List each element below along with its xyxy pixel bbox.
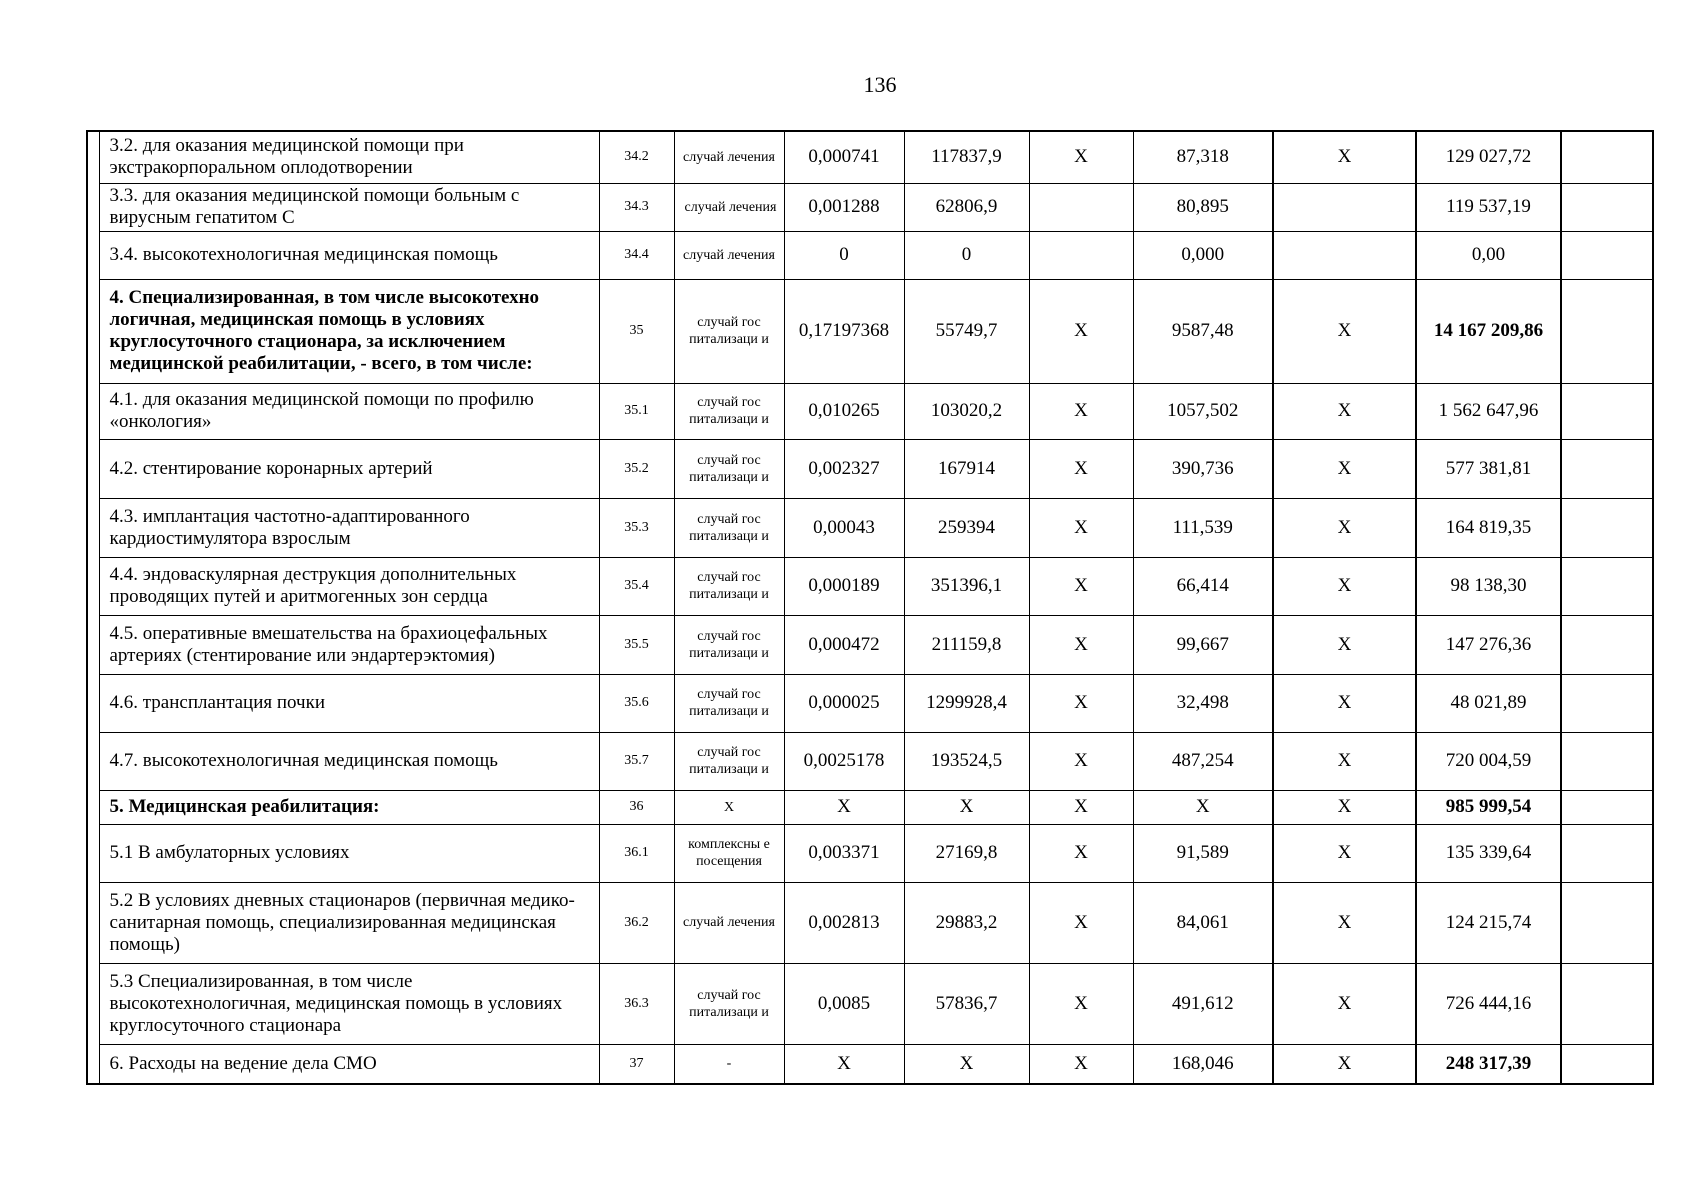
row-norm-cell: 0,00043 [784, 498, 904, 557]
table-row [87, 674, 1653, 732]
row-oms-per-capita-cell: 168,046 [1133, 1044, 1273, 1084]
row-code-cell: 35.2 [599, 439, 674, 498]
row-percent-cell [1561, 963, 1653, 1044]
row-budget-total-cell [1273, 231, 1416, 279]
row-oms-total-cell: 985 999,54 [1416, 790, 1561, 824]
row-cost-cell: 29883,2 [904, 882, 1029, 963]
row-code-cell: 35.5 [599, 615, 674, 674]
row-margin [87, 824, 99, 882]
row-oms-per-capita-cell: 32,498 [1133, 674, 1273, 732]
row-oms-per-capita-cell: 87,318 [1133, 131, 1273, 183]
row-unit-cell: случай гос питализаци и [674, 732, 784, 790]
row-unit-cell: случай гос питализаци и [674, 279, 784, 383]
row-margin [87, 131, 99, 183]
row-oms-per-capita-cell: 99,667 [1133, 615, 1273, 674]
row-norm-cell: 0 [784, 231, 904, 279]
row-budget-total-cell: Х [1273, 131, 1416, 183]
row-oms-total-cell: 577 381,81 [1416, 439, 1561, 498]
row-margin [87, 279, 99, 383]
row-oms-per-capita-cell: 84,061 [1133, 882, 1273, 963]
row-budget-total-cell [1273, 183, 1416, 231]
table-row [87, 790, 1653, 824]
row-unit-cell: случай гос питализаци и [674, 557, 784, 615]
row-percent-cell [1561, 498, 1653, 557]
row-oms-total-cell: 119 537,19 [1416, 183, 1561, 231]
row-oms-total-cell: 0,00 [1416, 231, 1561, 279]
row-norm-cell: 0,010265 [784, 383, 904, 439]
row-oms-total-cell: 48 021,89 [1416, 674, 1561, 732]
financing-table-wrapper [86, 130, 1654, 1085]
table-row [87, 882, 1653, 963]
row-margin [87, 615, 99, 674]
row-unit-cell: случай гос питализаци и [674, 439, 784, 498]
row-cost-cell: 211159,8 [904, 615, 1029, 674]
row-oms-per-capita-cell: 491,612 [1133, 963, 1273, 1044]
row-budget-per-capita-cell: Х [1029, 963, 1133, 1044]
row-budget-per-capita-cell: Х [1029, 279, 1133, 383]
row-oms-per-capita-cell: Х [1133, 790, 1273, 824]
row-budget-per-capita-cell [1029, 231, 1133, 279]
row-cost-cell: 27169,8 [904, 824, 1029, 882]
table-row [87, 183, 1653, 231]
row-budget-per-capita-cell: Х [1029, 439, 1133, 498]
row-margin [87, 674, 99, 732]
row-oms-per-capita-cell: 66,414 [1133, 557, 1273, 615]
row-cost-cell: 57836,7 [904, 963, 1029, 1044]
row-oms-total-cell: 147 276,36 [1416, 615, 1561, 674]
row-budget-per-capita-cell: Х [1029, 732, 1133, 790]
row-budget-total-cell: Х [1273, 498, 1416, 557]
row-oms-per-capita-cell: 80,895 [1133, 183, 1273, 231]
row-unit-cell: случай гос питализаци и [674, 498, 784, 557]
row-budget-per-capita-cell: Х [1029, 674, 1133, 732]
row-margin [87, 790, 99, 824]
row-budget-per-capita-cell: Х [1029, 824, 1133, 882]
row-percent-cell [1561, 557, 1653, 615]
row-percent-cell [1561, 882, 1653, 963]
row-norm-cell: 0,002327 [784, 439, 904, 498]
table-row [87, 963, 1653, 1044]
row-margin [87, 732, 99, 790]
row-name-cell: 5.3 Специализированная, в том числе высокотехнологичная, медицинская помощь в условиях круглосуточного стационара [99, 963, 599, 1044]
row-name-cell: 6. Расходы на ведение дела СМО [99, 1044, 599, 1084]
table-row [87, 824, 1653, 882]
row-margin [87, 231, 99, 279]
row-budget-total-cell: Х [1273, 790, 1416, 824]
row-budget-total-cell: Х [1273, 439, 1416, 498]
row-norm-cell: 0,17197368 [784, 279, 904, 383]
table-row [87, 557, 1653, 615]
row-oms-total-cell: 726 444,16 [1416, 963, 1561, 1044]
row-oms-total-cell: 14 167 209,86 [1416, 279, 1561, 383]
row-budget-total-cell: Х [1273, 732, 1416, 790]
row-code-cell: 36 [599, 790, 674, 824]
row-budget-per-capita-cell: Х [1029, 498, 1133, 557]
row-unit-cell: Х [674, 790, 784, 824]
row-name-cell: 5. Медицинская реабилитация: [99, 790, 599, 824]
row-oms-total-cell: 164 819,35 [1416, 498, 1561, 557]
row-name-cell: 4. Специализированная, в том числе высокотехно логичная, медицинская помощь в условиях круглосуточного стационара, за исключением медицинской реабилитации, - всего, в том числе: [99, 279, 599, 383]
row-percent-cell [1561, 1044, 1653, 1084]
row-name-cell: 4.7. высокотехнологичная медицинская помощь [99, 732, 599, 790]
row-percent-cell [1561, 824, 1653, 882]
row-oms-total-cell: 98 138,30 [1416, 557, 1561, 615]
row-cost-cell: 117837,9 [904, 131, 1029, 183]
row-code-cell: 34.4 [599, 231, 674, 279]
row-oms-per-capita-cell: 1057,502 [1133, 383, 1273, 439]
row-oms-per-capita-cell: 9587,48 [1133, 279, 1273, 383]
row-percent-cell [1561, 732, 1653, 790]
table-body [87, 131, 1653, 1084]
row-budget-total-cell: Х [1273, 279, 1416, 383]
row-cost-cell: 259394 [904, 498, 1029, 557]
row-unit-cell: случай гос питализаци и [674, 615, 784, 674]
row-unit-cell: случай лечения [674, 231, 784, 279]
row-name-cell: 4.4. эндоваскулярная деструкция дополнительных проводящих путей и аритмогенных зон сердца [99, 557, 599, 615]
table-row [87, 279, 1653, 383]
row-norm-cell: 0,000189 [784, 557, 904, 615]
row-unit-cell: комплексны е посещения [674, 824, 784, 882]
row-unit-cell: случай лечения [674, 183, 784, 231]
row-margin [87, 383, 99, 439]
row-unit-cell: случай гос питализаци и [674, 963, 784, 1044]
row-norm-cell: 0,001288 [784, 183, 904, 231]
row-margin [87, 439, 99, 498]
row-budget-total-cell: Х [1273, 615, 1416, 674]
table-row [87, 231, 1653, 279]
row-oms-per-capita-cell: 487,254 [1133, 732, 1273, 790]
row-budget-per-capita-cell: Х [1029, 882, 1133, 963]
row-name-cell: 4.5. оперативные вмешательства на брахиоцефальных артериях (стентирование или эндартерэктомия) [99, 615, 599, 674]
row-oms-per-capita-cell: 0,000 [1133, 231, 1273, 279]
row-margin [87, 183, 99, 231]
row-name-cell: 4.1. для оказания медицинской помощи по профилю «онкология» [99, 383, 599, 439]
row-percent-cell [1561, 615, 1653, 674]
table-row [87, 383, 1653, 439]
row-unit-cell: случай лечения [674, 131, 784, 183]
row-code-cell: 35.3 [599, 498, 674, 557]
row-percent-cell [1561, 131, 1653, 183]
page-number: 136 [863, 72, 897, 97]
row-code-cell: 34.2 [599, 131, 674, 183]
row-norm-cell: 0,002813 [784, 882, 904, 963]
row-name-cell: 4.6. трансплантация почки [99, 674, 599, 732]
row-oms-total-cell: 129 027,72 [1416, 131, 1561, 183]
row-norm-cell: 0,000741 [784, 131, 904, 183]
row-budget-total-cell: Х [1273, 557, 1416, 615]
row-cost-cell: 351396,1 [904, 557, 1029, 615]
row-oms-total-cell: 248 317,39 [1416, 1044, 1561, 1084]
row-budget-per-capita-cell: Х [1029, 615, 1133, 674]
row-code-cell: 34.3 [599, 183, 674, 231]
row-code-cell: 37 [599, 1044, 674, 1084]
row-name-cell: 3.4. высокотехнологичная медицинская помощь [99, 231, 599, 279]
row-budget-per-capita-cell [1029, 183, 1133, 231]
table-row [87, 498, 1653, 557]
row-name-cell: 5.1 В амбулаторных условиях [99, 824, 599, 882]
row-oms-total-cell: 124 215,74 [1416, 882, 1561, 963]
row-name-cell: 5.2 В условиях дневных стационаров (первичная медико-санитарная помощь, специализированная медицинская помощь) [99, 882, 599, 963]
row-oms-total-cell: 1 562 647,96 [1416, 383, 1561, 439]
row-cost-cell: 167914 [904, 439, 1029, 498]
row-name-cell: 3.3. для оказания медицинской помощи больным с вирусным гепатитом С [99, 183, 599, 231]
row-unit-cell: случай гос питализаци и [674, 383, 784, 439]
row-oms-total-cell: 135 339,64 [1416, 824, 1561, 882]
row-cost-cell: 0 [904, 231, 1029, 279]
row-oms-per-capita-cell: 91,589 [1133, 824, 1273, 882]
row-budget-total-cell: Х [1273, 674, 1416, 732]
row-budget-per-capita-cell: Х [1029, 790, 1133, 824]
row-norm-cell: Х [784, 790, 904, 824]
row-margin [87, 557, 99, 615]
row-percent-cell [1561, 674, 1653, 732]
row-oms-per-capita-cell: 390,736 [1133, 439, 1273, 498]
row-unit-cell: случай гос питализаци и [674, 674, 784, 732]
row-code-cell: 35.6 [599, 674, 674, 732]
row-cost-cell: 103020,2 [904, 383, 1029, 439]
row-unit-cell: - [674, 1044, 784, 1084]
row-margin [87, 963, 99, 1044]
row-cost-cell: 1299928,4 [904, 674, 1029, 732]
row-budget-total-cell: Х [1273, 963, 1416, 1044]
row-cost-cell: Х [904, 790, 1029, 824]
row-percent-cell [1561, 279, 1653, 383]
row-unit-cell: случай лечения [674, 882, 784, 963]
row-name-cell: 4.3. имплантация частотно-адаптированного кардиостимулятора взрослым [99, 498, 599, 557]
row-percent-cell [1561, 231, 1653, 279]
row-budget-per-capita-cell: Х [1029, 1044, 1133, 1084]
row-norm-cell: 0,000472 [784, 615, 904, 674]
financing-table [86, 130, 1654, 1085]
row-margin [87, 882, 99, 963]
row-budget-total-cell: Х [1273, 824, 1416, 882]
row-norm-cell: 0,0025178 [784, 732, 904, 790]
row-name-cell: 3.2. для оказания медицинской помощи при экстракорпоральном оплодотворении [99, 131, 599, 183]
row-norm-cell: 0,0085 [784, 963, 904, 1044]
row-budget-total-cell: Х [1273, 882, 1416, 963]
row-code-cell: 36.2 [599, 882, 674, 963]
row-norm-cell: 0,003371 [784, 824, 904, 882]
row-norm-cell: 0,000025 [784, 674, 904, 732]
row-budget-per-capita-cell: Х [1029, 383, 1133, 439]
row-cost-cell: Х [904, 1044, 1029, 1084]
row-percent-cell [1561, 383, 1653, 439]
row-percent-cell [1561, 183, 1653, 231]
row-oms-per-capita-cell: 111,539 [1133, 498, 1273, 557]
row-code-cell: 35.4 [599, 557, 674, 615]
row-budget-per-capita-cell: Х [1029, 557, 1133, 615]
row-norm-cell: Х [784, 1044, 904, 1084]
table-row [87, 1044, 1653, 1084]
table-row [87, 615, 1653, 674]
row-code-cell: 35.7 [599, 732, 674, 790]
table-row [87, 131, 1653, 183]
row-oms-total-cell: 720 004,59 [1416, 732, 1561, 790]
row-code-cell: 35.1 [599, 383, 674, 439]
row-budget-total-cell: Х [1273, 1044, 1416, 1084]
row-cost-cell: 62806,9 [904, 183, 1029, 231]
row-cost-cell: 193524,5 [904, 732, 1029, 790]
row-code-cell: 36.3 [599, 963, 674, 1044]
row-budget-total-cell: Х [1273, 383, 1416, 439]
row-cost-cell: 55749,7 [904, 279, 1029, 383]
row-margin [87, 498, 99, 557]
row-code-cell: 35 [599, 279, 674, 383]
row-budget-per-capita-cell: Х [1029, 131, 1133, 183]
row-name-cell: 4.2. стентирование коронарных артерий [99, 439, 599, 498]
table-row [87, 732, 1653, 790]
row-percent-cell [1561, 439, 1653, 498]
row-code-cell: 36.1 [599, 824, 674, 882]
row-margin [87, 1044, 99, 1084]
table-row [87, 439, 1653, 498]
row-percent-cell [1561, 790, 1653, 824]
